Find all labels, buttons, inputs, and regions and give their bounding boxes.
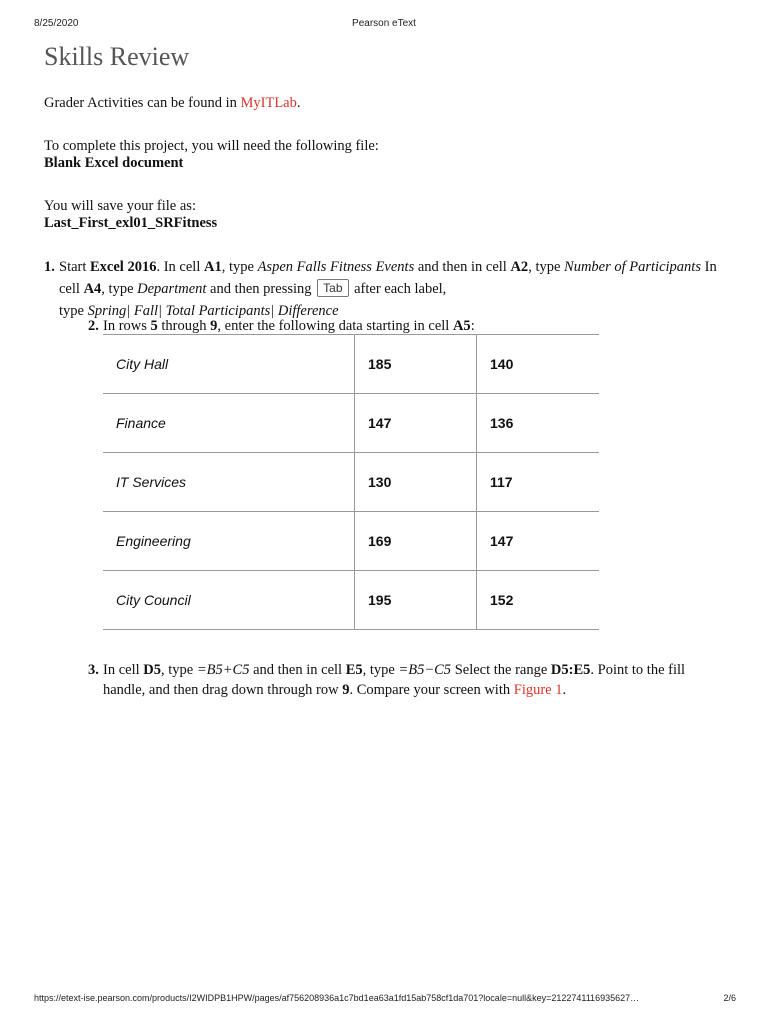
step-1 [44,256,724,322]
spring-cell: 195 [355,571,477,630]
grader-prefix: Grader Activities can be found in [44,95,241,111]
step-1-number: 1. [44,259,55,275]
dept-cell: City Hall [103,335,355,394]
grader-suffix: . [296,95,301,111]
dept-cell: Finance [103,394,355,453]
spring-cell: 169 [355,512,477,571]
myitlab-link[interactable]: MyITLab [240,95,297,111]
participants-table [103,334,599,630]
fall-cell: 136 [477,394,600,453]
save-name: Last_First_exl01_SRFitness [44,215,218,231]
fall-cell: 147 [477,512,600,571]
file-name: Blank Excel document [44,155,184,171]
spring-cell: 147 [355,394,477,453]
grader-line [44,95,301,112]
header-title: Pearson eText [352,18,416,29]
step-2: 2. In rows 5 through 9, enter the following data starting in cell A5: [88,318,475,334]
step-2-number: 2. [88,318,99,334]
fall-cell: 152 [477,571,600,630]
header-date: 8/25/2020 [34,18,79,29]
figure-1-link[interactable]: Figure 1 [513,682,563,698]
fall-cell: 140 [477,335,600,394]
table-row [103,394,599,453]
spring-cell: 185 [355,335,477,394]
save-as-block [44,198,217,232]
step-1-line-1: Start Excel 2016. In cell A1, type Aspen Falls Fitness Events and then in cell A2, type Number of Participants In cell A4, type Department and then pressing Tab after each label, type Spring| Fall| Total Participants| Difference [59,259,717,319]
footer-url: https://etext-ise.pearson.com/products/I2WIDPB1HPW/pages/af756208936a1c7bd1ea63a1fd15ab758cf1da701?locale=null&key=2122741116935627… [34,993,640,1003]
dept-cell: IT Services [103,453,355,512]
table-row [103,453,599,512]
step-3: 3. In cell D5, type =B5+C5 and then in cell E5, type =B5−C5 Select the range D5:E5. Point to the fill handle, and then drag down through row 9. Compare your screen with Figure 1. [88,662,686,698]
dept-cell: Engineering [103,512,355,571]
need-file-text: To complete this project, you will need the following file: [44,138,379,154]
table-row [103,512,599,571]
fall-cell: 117 [477,453,600,512]
footer-page-number: 2/6 [723,993,736,1003]
table-row [103,571,599,630]
spring-cell: 130 [355,453,477,512]
dept-cell: City Council [103,571,355,630]
need-file-block [44,138,379,172]
page-title: Skills Review [44,42,190,71]
save-as-text: You will save your file as: [44,198,196,214]
table-row [103,335,599,394]
tab-key-icon: Tab [317,279,348,297]
step-3-number: 3. [88,662,99,678]
